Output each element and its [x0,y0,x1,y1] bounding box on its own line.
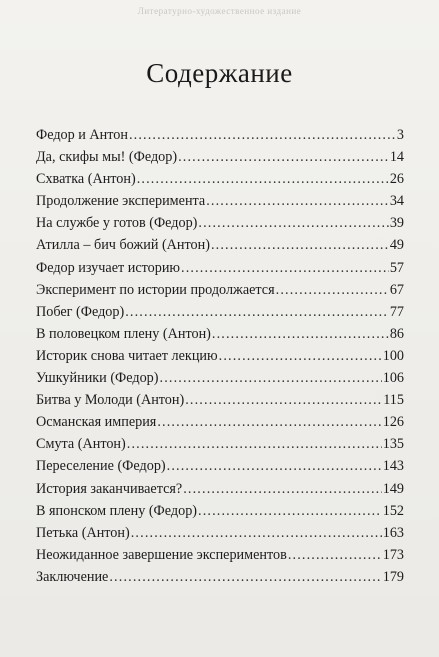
toc-dot-leader [178,146,389,168]
toc-entry [36,301,404,323]
toc-dot-leader [185,389,382,411]
toc-entry-title: Переселение (Федор) [36,458,166,475]
toc-entry-page-number: 163 [382,524,404,541]
toc-entry [36,500,404,522]
toc-dot-leader [127,433,382,455]
toc-entry [36,168,404,190]
toc-entry [36,566,404,588]
toc-entry-title: Атилла – бич божий (Антон) [36,237,210,254]
toc-entry-page-number: 26 [389,171,404,188]
toc-entry [36,345,404,367]
toc-dot-leader [167,455,382,477]
toc-entry-title: Федор и Антон [36,127,128,143]
toc-entry-page-number: 14 [389,149,404,166]
toc-entry-title: Федор изучает историю [36,259,181,276]
toc-entry-title: Да, скифы мы! (Федор) [36,149,178,166]
toc-entry-page-number: 57 [389,259,404,276]
toc-entry-title: В половецком плену (Антон) [36,325,211,342]
toc-entry-title: На службе у готов (Федор) [36,215,198,232]
toc-entry-page-number: 86 [389,325,404,342]
toc-entry-title: Османская империя [36,414,157,431]
toc-entry-page-number: 179 [382,568,404,585]
toc-entry-page-number: 115 [383,392,404,409]
table-of-contents [36,124,404,588]
toc-entry [36,522,404,544]
toc-entry [36,367,404,389]
toc-entry-title: Схватка (Антон) [36,171,136,188]
toc-entry-page-number: 34 [389,193,404,210]
toc-dot-leader [198,500,382,522]
toc-dot-leader [181,257,389,279]
toc-dot-leader [276,279,389,301]
toc-entry [36,323,404,345]
toc-entry [36,190,404,212]
toc-dot-leader [131,522,382,544]
toc-entry-title: Эксперимент по истории продолжается [36,281,275,298]
toc-dot-leader [157,411,381,433]
toc-entry [36,389,404,411]
toc-entry-page-number: 149 [382,480,404,497]
toc-entry-page-number: 135 [382,436,404,453]
toc-entry [36,212,404,234]
toc-entry-page-number: 152 [382,502,404,519]
toc-dot-leader [288,544,382,566]
toc-entry-title: Ушкуйники (Федор) [36,370,159,387]
toc-entry-page-number: 126 [382,414,404,431]
toc-entry-title: Побег (Федор) [36,303,125,320]
toc-entry-page-number: 173 [382,546,404,563]
toc-entry [36,478,404,500]
toc-entry-title: Историк снова читает лекцию [36,347,218,364]
toc-entry [36,455,404,477]
toc-entry-page-number: 39 [389,215,404,232]
toc-dot-leader [219,345,382,367]
toc-dot-leader [211,234,389,256]
toc-entry-page-number: 3 [396,127,404,143]
toc-entry [36,234,404,256]
toc-entry-title: Заключение [36,568,109,585]
toc-entry-page-number: 67 [389,281,404,298]
toc-entry-title: Продолжение эксперимента [36,193,206,210]
faint-header-text: Литературно-художественное издание [137,6,302,16]
toc-entry-title: Смута (Антон) [36,436,126,453]
toc-entry-page-number: 49 [389,237,404,254]
toc-entry-title: Битва у Молоди (Антон) [36,392,185,409]
toc-entry-page-number: 106 [382,370,404,387]
toc-entry-page-number: 143 [382,458,404,475]
toc-entry-title: В японском плену (Федор) [36,502,198,519]
toc-dot-leader [160,367,382,389]
toc-dot-leader [198,212,388,234]
toc-entry-title: Петька (Антон) [36,524,130,541]
toc-entry-page-number: 77 [389,303,404,320]
toc-dot-leader [212,323,389,345]
toc-dot-leader [129,124,396,146]
toc-dot-leader [125,301,389,323]
toc-entry [36,257,404,279]
toc-entry-page-number: 100 [382,347,404,364]
toc-entry [36,146,404,168]
toc-entry [36,124,404,146]
toc-entry-title: Неожиданное завершение экспериментов [36,546,287,563]
toc-dot-leader [183,478,382,500]
toc-entry [36,411,404,433]
page-title: Содержание [146,58,293,88]
toc-dot-leader [137,168,389,190]
toc-entry [36,433,404,455]
toc-entry [36,544,404,566]
toc-entry [36,279,404,301]
toc-dot-leader [109,566,381,588]
toc-entry-title: История заканчивается? [36,480,183,497]
toc-dot-leader [206,190,389,212]
